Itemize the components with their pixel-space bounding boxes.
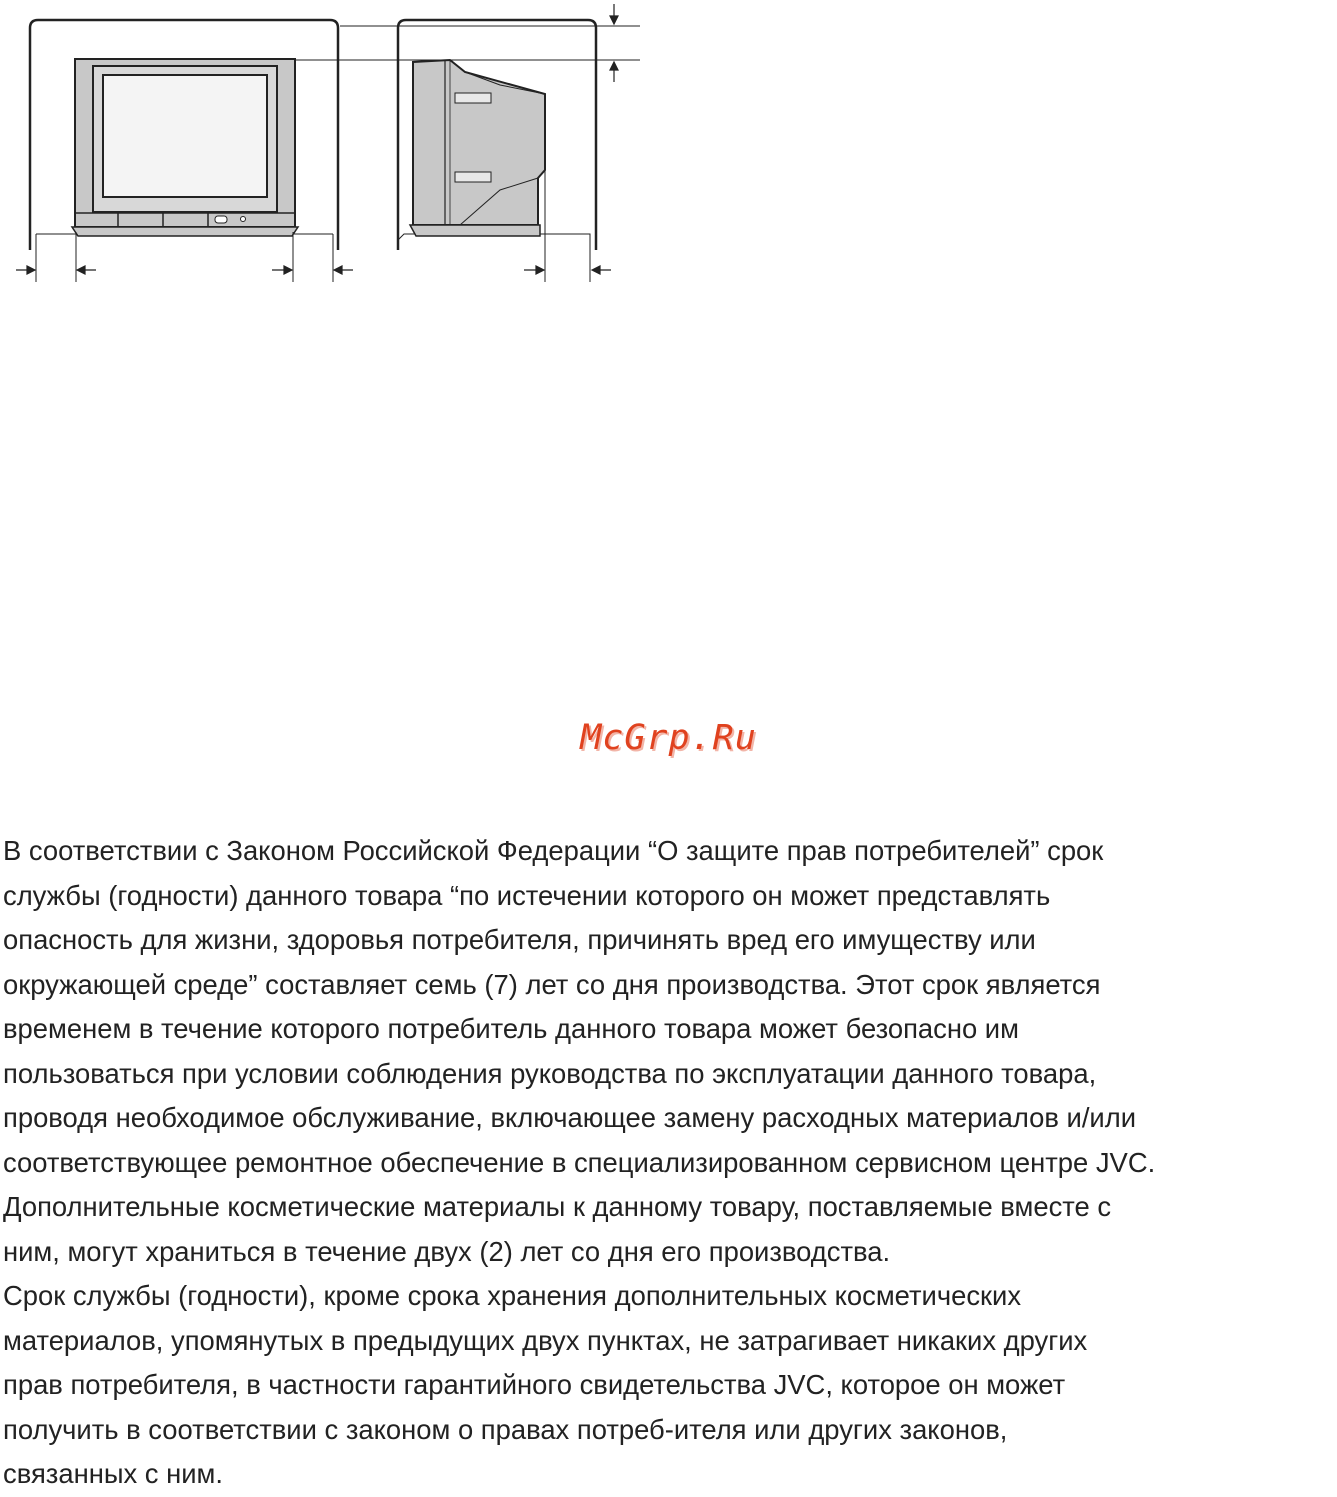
dimension-arrows-front <box>16 266 353 274</box>
text-line: Дополнительные косметические материалы к данному товару, поставляемые вместе с <box>3 1191 1112 1222</box>
text-line: связанных с ним. <box>3 1458 223 1489</box>
watermark-logo: McGrp.Ru <box>580 718 757 758</box>
text-line: проводя необходимое обслуживание, включающее замену расходных материалов и/или <box>3 1102 1137 1133</box>
tv-clearance-diagram <box>0 0 660 300</box>
text-line: опасность для жизни, здоровья потребителя, причинять вред его имуществу или <box>3 924 1036 955</box>
dimension-arrows-top <box>610 4 618 82</box>
dimension-arrows-side <box>524 266 611 274</box>
text-line: ним, могут храниться в течение двух (2) лет со дня его производства. <box>3 1235 891 1267</box>
text-line: прав потребителя, в частности гарантийного свидетельства JVC, которое он может <box>3 1369 1066 1400</box>
text-line: окружающей среде” составляет семь (7) лет со дня производства. Этот срок является <box>3 968 1101 1000</box>
tv-side-body <box>413 60 545 225</box>
tv-front-view <box>16 20 353 282</box>
tv-side-view <box>296 4 640 282</box>
text-line: Срок службы (годности), кроме срока хранения дополнительных косметических <box>3 1280 1022 1311</box>
text-line: получить в соответствии с законом о правах потреб-ителя или других законов, <box>3 1413 1008 1445</box>
text-line: временем в течение которого потребитель данного товара может безопасно им <box>3 1013 1019 1044</box>
text-line: пользоваться при условии соблюдения руководства по эксплуатации данного товара, <box>3 1057 1097 1089</box>
text-line: соответствующее ремонтное обеспечение в специализированном сервисном центре JVC. <box>3 1146 1156 1178</box>
text-line: В соответствии с Законом Российской Федерации “О защите прав потребителей” срок <box>3 835 1104 866</box>
warranty-text-block <box>3 829 1337 1497</box>
tv-screen <box>103 75 267 197</box>
text-line: материалов, упомянутых в предыдущих двух пунктах, не затрагивает никаких других <box>3 1324 1088 1356</box>
text-line: службы (годности) данного товара “по истечении которого он может представлять <box>3 879 1051 911</box>
